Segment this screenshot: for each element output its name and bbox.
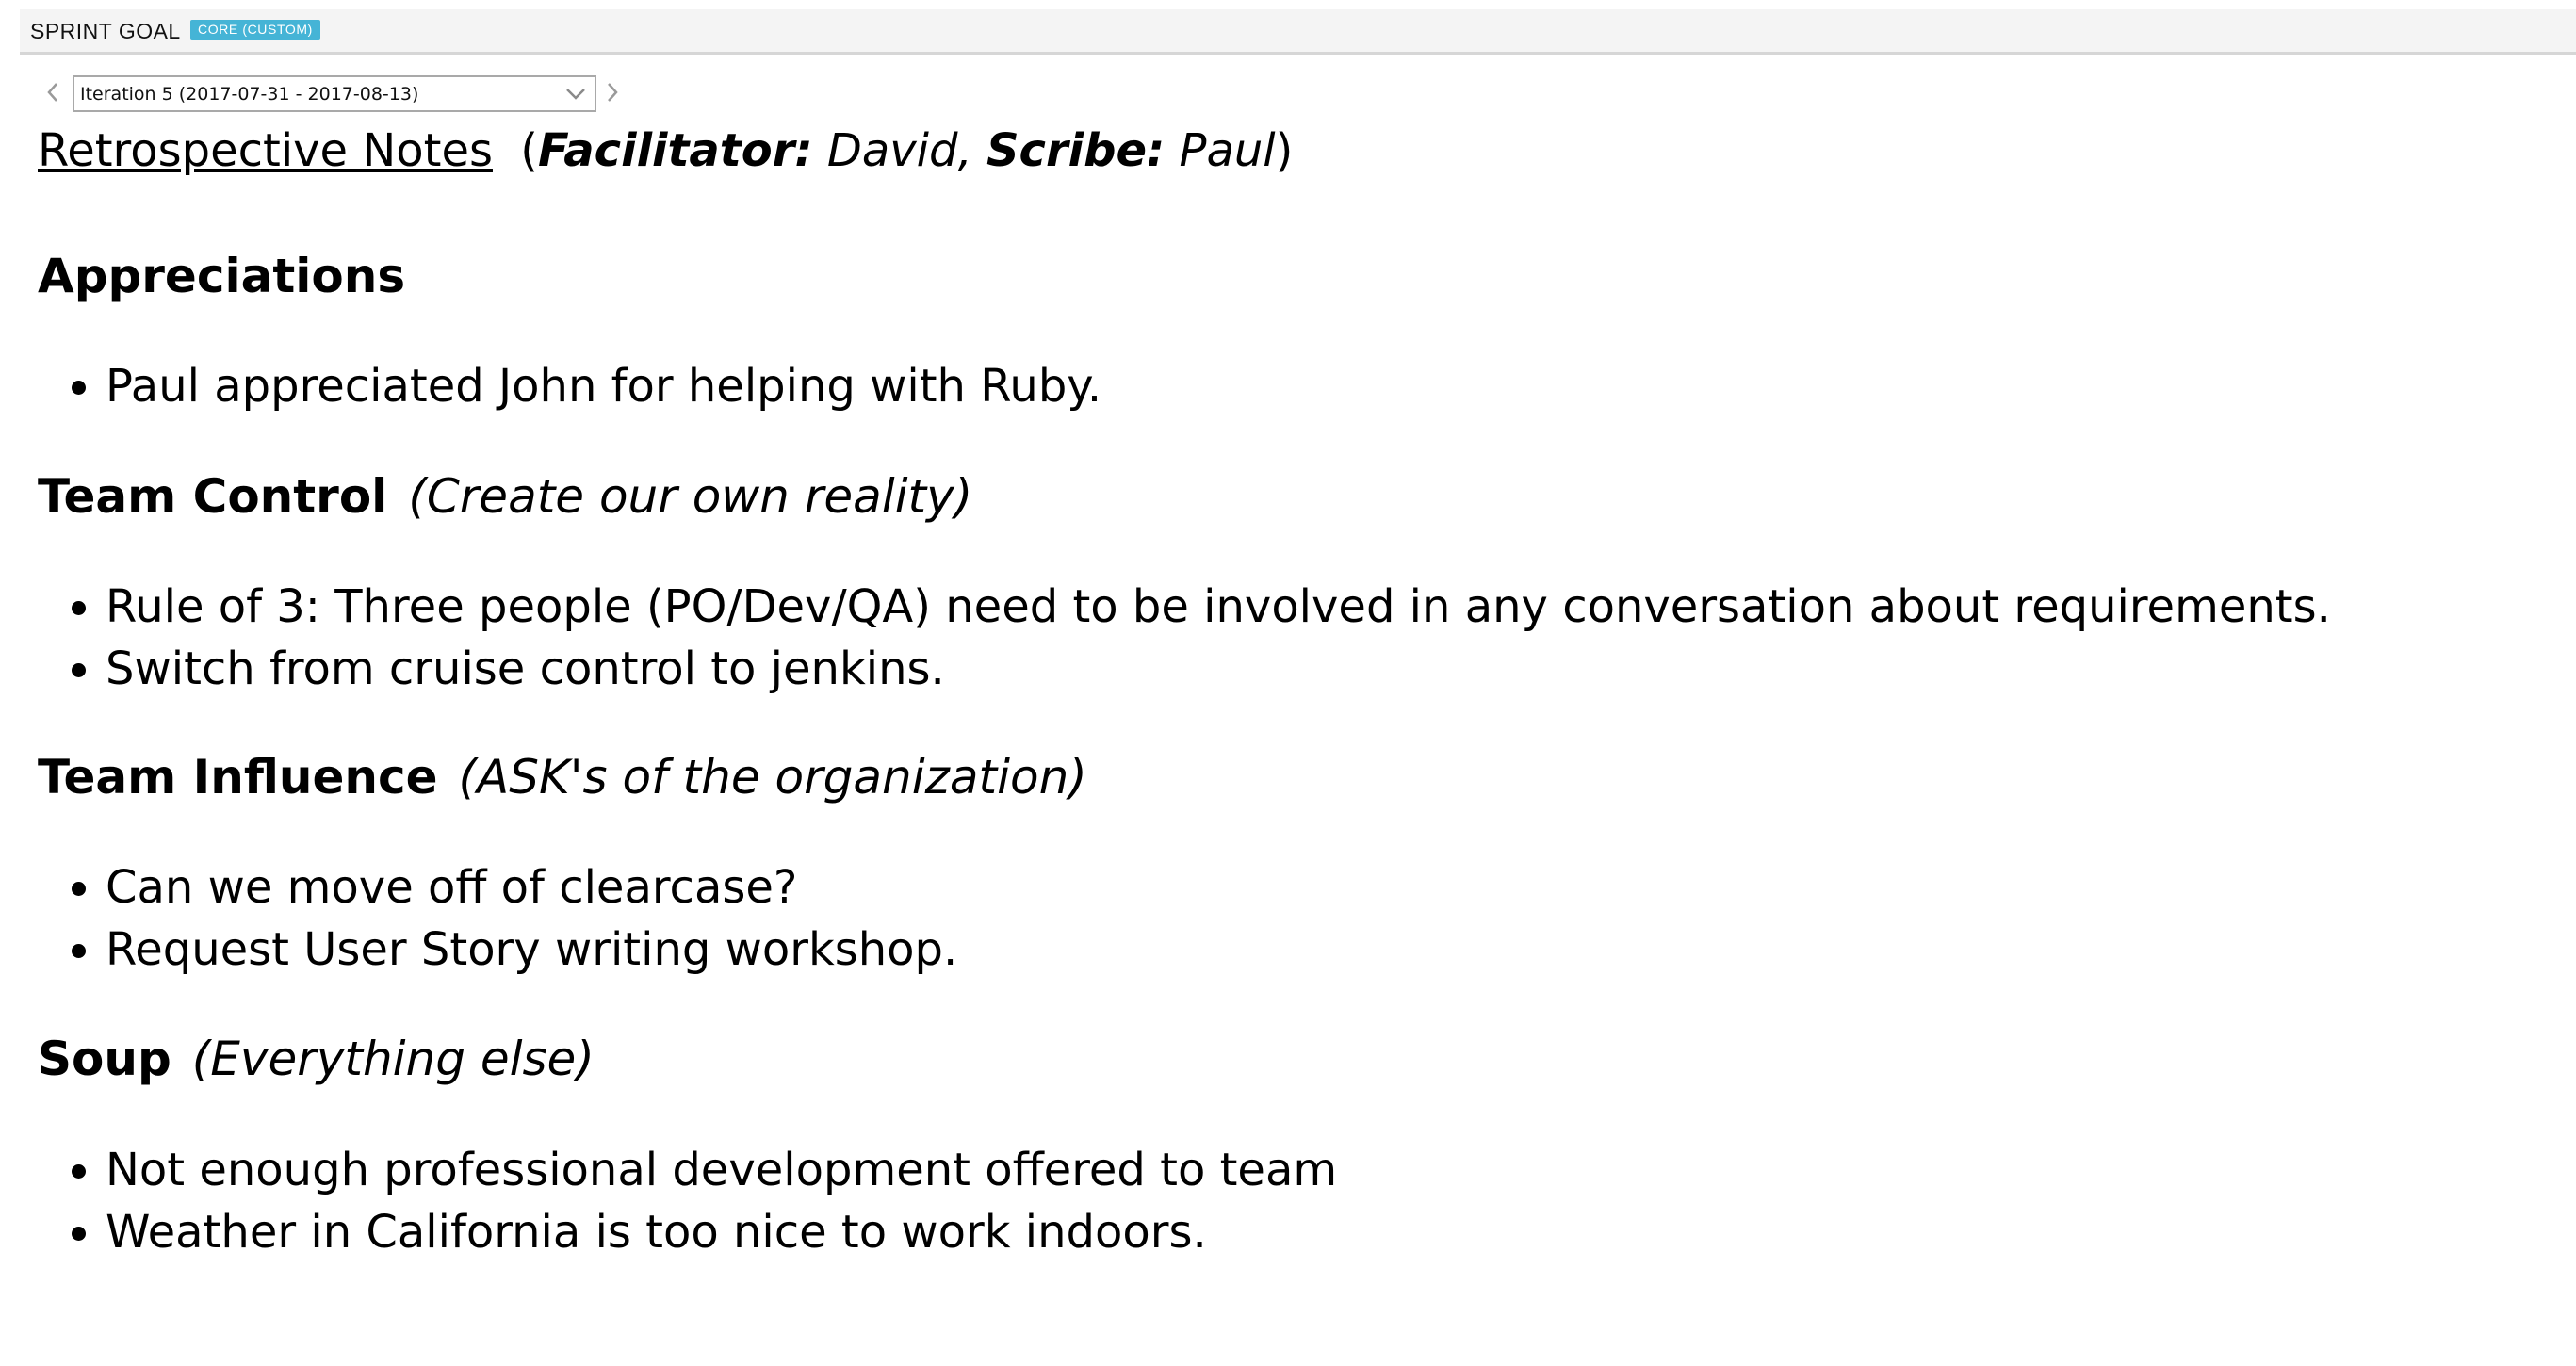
chevron-left-icon xyxy=(46,82,59,103)
list-item: • Weather in California is too nice to work indoors. xyxy=(106,1201,1337,1263)
team-control-list xyxy=(38,576,2331,700)
open-paren: ( xyxy=(520,124,538,177)
section-heading-team-control: Team Control (Create our own reality) xyxy=(38,469,973,524)
section-subtitle: (Everything else) xyxy=(191,1032,595,1086)
section-heading-appreciations: Appreciations xyxy=(38,249,406,303)
list-item: • Request User Story writing workshop. xyxy=(106,919,957,981)
facilitator-name: David, xyxy=(826,124,972,177)
chevron-down-icon xyxy=(564,83,587,106)
scribe-label: Scribe: xyxy=(986,124,1166,177)
widget-type-badge: CORE (CUSTOM) xyxy=(190,20,320,40)
list-item: • Not enough professional development offered to team xyxy=(106,1139,1337,1201)
list-item: • Paul appreciated John for helping with Ruby. xyxy=(106,355,1101,417)
facilitator-label: Facilitator: xyxy=(537,124,813,177)
previous-iteration-button[interactable] xyxy=(43,79,62,106)
retrospective-title-line xyxy=(38,122,1293,179)
iteration-select[interactable] xyxy=(73,75,596,112)
next-iteration-button[interactable] xyxy=(603,79,622,106)
retrospective-notes-link[interactable]: Retrospective Notes xyxy=(38,124,493,177)
list-item: • Can we move off of clearcase? xyxy=(106,856,957,919)
widget-title: SPRINT GOAL xyxy=(30,19,181,43)
list-item: • Rule of 3: Three people (PO/Dev/QA) need to be involved in any conversation about requirements. xyxy=(106,576,2331,638)
close-paren: ) xyxy=(1275,124,1294,177)
section-subtitle: (Create our own reality) xyxy=(408,469,973,524)
iteration-select-value: Iteration 5 (2017-07-31 - 2017-08-13) xyxy=(80,84,419,105)
soup-list xyxy=(38,1139,1337,1263)
section-subtitle: (ASK's of the organization) xyxy=(458,750,1087,805)
list-item: • Switch from cruise control to jenkins. xyxy=(106,638,2331,700)
widget-header xyxy=(20,9,2576,55)
section-heading-team-influence: Team Influence (ASK's of the organization) xyxy=(38,750,1087,805)
team-influence-list xyxy=(38,856,957,981)
section-heading-soup: Soup (Everything else) xyxy=(38,1032,595,1086)
chevron-right-icon xyxy=(606,82,619,103)
scribe-name: Paul xyxy=(1179,124,1276,177)
appreciations-list xyxy=(38,355,1101,417)
